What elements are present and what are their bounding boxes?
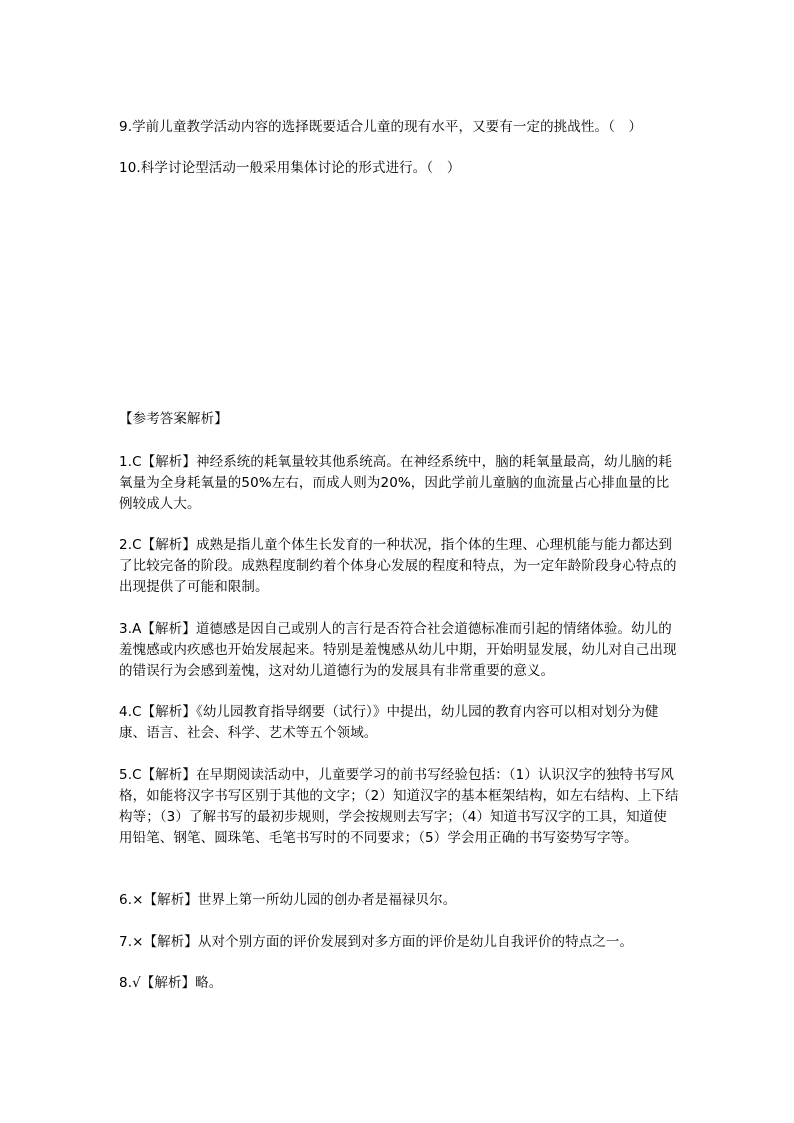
answer-2: 2.C【解析】成熟是指儿童个体生长发育的一种状况，指个体的生理、心理机能与能力都达到了比较完备的阶段。成熟程度制约着个体身心发展的程度和特点，为一定年龄阶段身心特点的出现提供了可能和限制。 (119, 537, 677, 595)
answer-1: 1.C【解析】神经系统的耗氧量较其他系统高。在神经系统中，脑的耗氧量最高，幼儿脑的耗氧量为全身耗氧量的50%左右，而成人则为20%，因此学前儿童脑的血流量占心排血量的比例较成人大。 (119, 454, 673, 512)
answer-5: 5.C【解析】在早期阅读活动中，儿童要学习的前书写经验包括：（1）认识汉字的独特书写风格，如能将汉字书写区别于其他的文字；（2）知道汉字的基本框架结构，如左右结构、上下结构等；（3）了解书写的最初步规则，学会按规则去写字；（4）知道书写汉字的工具，知道使用铅笔、钢笔、圆珠笔、毛笔书写时的不同要求；（5）学会用正确的书写姿势写字等。 (119, 767, 679, 846)
question-10: 10.科学讨论型活动一般采用集体讨论的形式进行。（ ） (119, 160, 461, 176)
question-9: 9.学前儿童教学活动内容的选择既要适合儿童的现有水平，又要有一定的挑战性。（ ） (119, 119, 643, 135)
answer-7: 7.×【解析】从对个别方面的评价发展到对多方面的评价是幼儿自我评价的特点之一。 (119, 934, 634, 950)
answer-6: 6.×【解析】世界上第一所幼儿园的创办者是福禄贝尔。 (119, 892, 457, 908)
answer-3: 3.A【解析】道德感是因自己或别人的言行是否符合社会道德标准而引起的情绪体验。幼儿的羞愧感或内疚感也开始发展起来。特别是羞愧感从幼儿中期，开始明显发展，幼儿对自己出现的错误行为会感到羞愧，这对幼儿道德行为的发展具有非常重要的意义。 (119, 621, 677, 679)
answer-4: 4.C【解析】《幼儿园教育指导纲要（试行）》中提出，幼儿园的教育内容可以相对划分为健康、语言、社会、科学、艺术等五个领域。 (119, 704, 659, 741)
answers-heading: 【参考答案解析】 (119, 411, 228, 427)
answer-8: 8.√【解析】略。 (119, 975, 223, 991)
